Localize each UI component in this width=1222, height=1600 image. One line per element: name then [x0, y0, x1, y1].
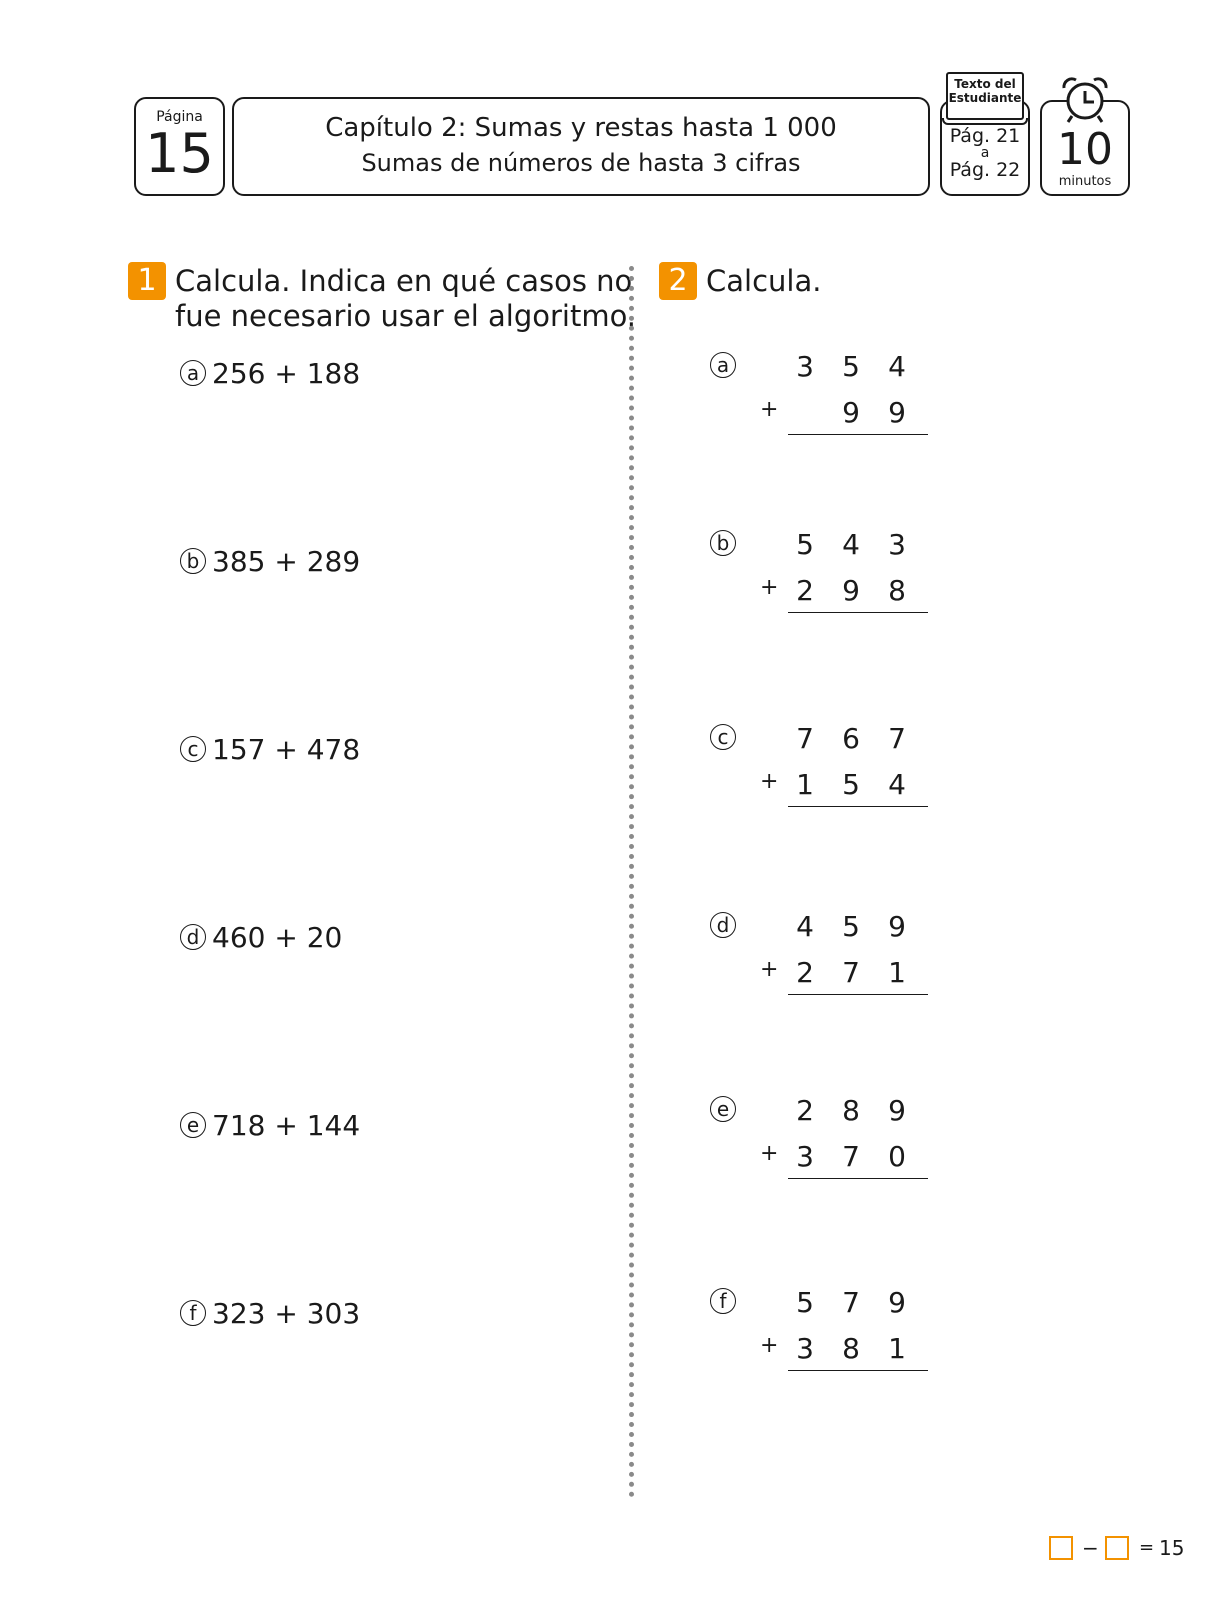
- chapter-title-box: [232, 97, 930, 196]
- question-1-badge: 1: [128, 262, 166, 300]
- plus-sign: +: [760, 769, 779, 794]
- bottom-digit: 9: [842, 396, 860, 429]
- plus-sign: +: [760, 575, 779, 600]
- question-1-item-b: [180, 545, 360, 578]
- question-1-item-f: [180, 1297, 360, 1330]
- item-letter-f: f: [710, 1288, 736, 1314]
- bottom-digit: 4: [888, 768, 906, 801]
- chapter-subtitle: Sumas de números de hasta 3 cifras: [361, 149, 801, 177]
- plus-sign: +: [760, 1141, 779, 1166]
- pages-separator: a: [980, 145, 990, 161]
- top-digit: 3: [796, 350, 814, 383]
- plus-sign: +: [760, 1333, 779, 1358]
- item-letter-a: a: [710, 352, 736, 378]
- top-digit: 5: [842, 350, 860, 383]
- top-digit: 5: [796, 1286, 814, 1319]
- footer-result: 15: [1159, 1536, 1185, 1560]
- question-1-instruction-line2: fue necesario usar el algoritmo.: [175, 299, 637, 333]
- top-digit: 7: [842, 1286, 860, 1319]
- sum-line: [788, 1178, 928, 1179]
- top-digit: 3: [888, 528, 906, 561]
- top-digit: 7: [888, 722, 906, 755]
- item-letter-f: f: [180, 1300, 206, 1326]
- bottom-digit: 5: [842, 768, 860, 801]
- question-2-item-e: [710, 1096, 910, 1206]
- plus-sign: +: [760, 957, 779, 982]
- item-letter-c: c: [710, 724, 736, 750]
- top-digit: 9: [888, 1286, 906, 1319]
- top-digit: 9: [888, 1094, 906, 1127]
- bottom-digit: 1: [888, 1332, 906, 1365]
- sum-line: [788, 434, 928, 435]
- chapter-title: Capítulo 2: Sumas y restas hasta 1 000: [325, 113, 837, 143]
- bottom-digit: 9: [842, 574, 860, 607]
- top-digit: 5: [842, 910, 860, 943]
- addition-expression: 157 + 478: [212, 733, 361, 766]
- sum-line: [788, 612, 928, 613]
- item-letter-a: a: [180, 360, 206, 386]
- question-1-instruction: [175, 264, 636, 334]
- top-digit: 9: [888, 910, 906, 943]
- time-value: 10: [1057, 124, 1113, 175]
- top-digit: 4: [888, 350, 906, 383]
- question-2-badge: 2: [659, 262, 697, 300]
- top-digit: 2: [796, 1094, 814, 1127]
- question-1-item-d: [180, 921, 342, 954]
- column-divider: [629, 266, 634, 1498]
- addition-expression: 256 + 188: [212, 357, 361, 390]
- bottom-digit: 8: [888, 574, 906, 607]
- sum-line: [788, 806, 928, 807]
- addition-expression: 323 + 303: [212, 1297, 361, 1330]
- item-letter-b: b: [710, 530, 736, 556]
- question-2-instruction: Calcula.: [706, 264, 822, 298]
- top-digit: 4: [796, 910, 814, 943]
- page-number-box: [134, 97, 225, 196]
- item-letter-e: e: [710, 1096, 736, 1122]
- bottom-digit: 1: [796, 768, 814, 801]
- footer-equals: =: [1139, 1537, 1155, 1558]
- question-2-item-b: [710, 530, 910, 640]
- pages-from: Pág. 21: [949, 125, 1021, 147]
- question-2-item-d: [710, 912, 910, 1022]
- textbook-label-2: Estudiante: [948, 91, 1022, 105]
- item-letter-d: d: [180, 924, 206, 950]
- footer-minus: −: [1082, 1536, 1099, 1560]
- alarm-clock-icon: [1058, 74, 1112, 128]
- top-digit: 5: [796, 528, 814, 561]
- bottom-digit: 1: [888, 956, 906, 989]
- addition-expression: 385 + 289: [212, 545, 361, 578]
- question-1-instruction-line1: Calcula. Indica en qué casos no: [175, 264, 633, 298]
- bottom-digit: 8: [842, 1332, 860, 1365]
- question-2-item-a: [710, 352, 910, 462]
- top-digit: 8: [842, 1094, 860, 1127]
- time-unit: minutos: [1058, 174, 1112, 189]
- book-icon: [946, 72, 1024, 120]
- question-2-item-f: [710, 1288, 910, 1398]
- answer-box-2[interactable]: [1105, 1536, 1129, 1560]
- bottom-digit: 0: [888, 1140, 906, 1173]
- item-letter-e: e: [180, 1112, 206, 1138]
- bottom-digit: 2: [796, 956, 814, 989]
- top-digit: 4: [842, 528, 860, 561]
- question-1-item-a: [180, 357, 360, 390]
- item-letter-c: c: [180, 736, 206, 762]
- page-number: 15: [145, 122, 214, 185]
- bottom-digit: 3: [796, 1332, 814, 1365]
- plus-sign: +: [760, 397, 779, 422]
- sum-line: [788, 994, 928, 995]
- pages-to: Pág. 22: [949, 159, 1021, 181]
- bottom-digit: 2: [796, 574, 814, 607]
- page-label: Página: [156, 109, 203, 125]
- bottom-digit: 7: [842, 1140, 860, 1173]
- question-1-item-e: [180, 1109, 360, 1142]
- top-digit: 7: [796, 722, 814, 755]
- sum-line: [788, 1370, 928, 1371]
- item-letter-d: d: [710, 912, 736, 938]
- addition-expression: 718 + 144: [212, 1109, 361, 1142]
- top-digit: 6: [842, 722, 860, 755]
- bottom-digit: 9: [888, 396, 906, 429]
- question-1-item-c: [180, 733, 360, 766]
- addition-expression: 460 + 20: [212, 921, 343, 954]
- answer-box-1[interactable]: [1049, 1536, 1073, 1560]
- textbook-label-1: Texto del: [954, 77, 1016, 91]
- item-letter-b: b: [180, 548, 206, 574]
- question-2-item-c: [710, 724, 910, 834]
- bottom-digit: 3: [796, 1140, 814, 1173]
- bottom-digit: 7: [842, 956, 860, 989]
